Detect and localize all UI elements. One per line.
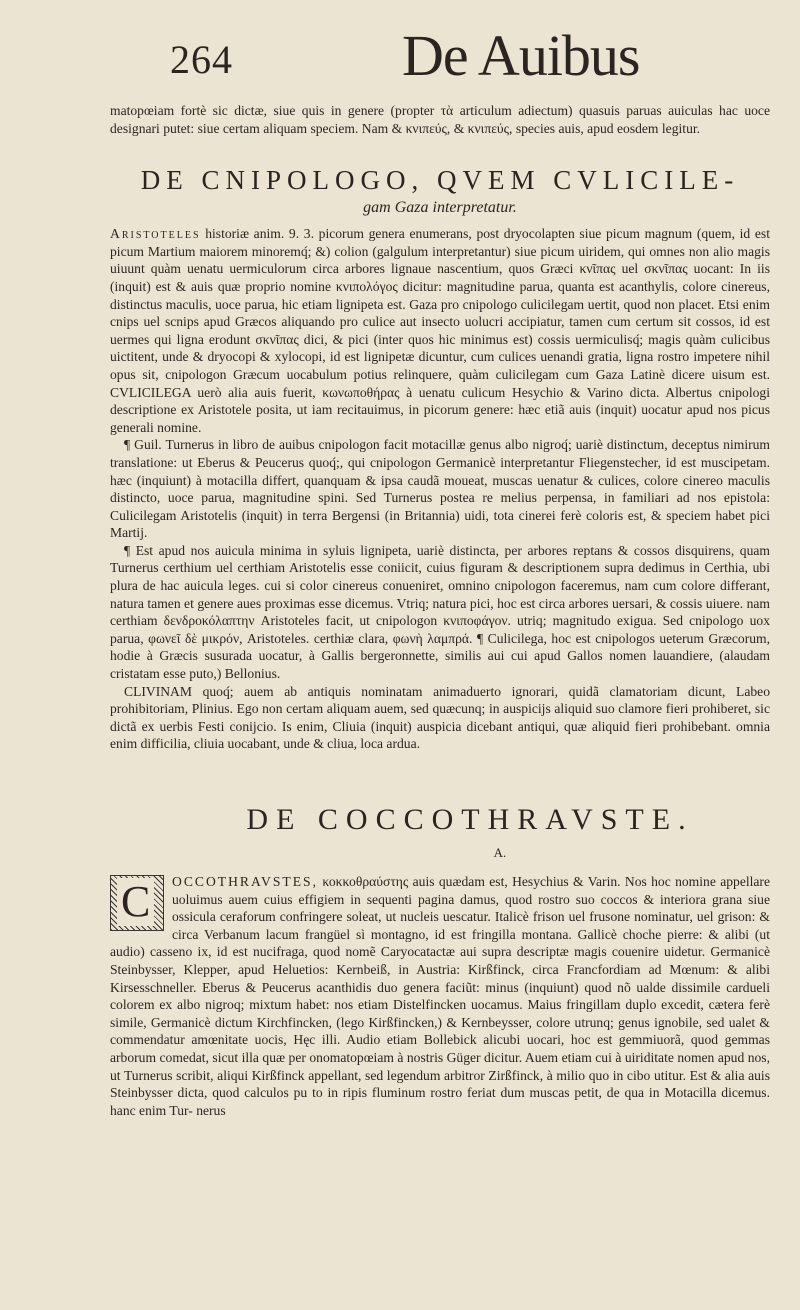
section-letter: A. <box>493 845 507 860</box>
cnipologo-paragraph-3: ¶ Est apud nos auicula minima in syluis lignipeta, uariè distincta, per arbores reptans & cossos disquirens, quam Turnerus certhium uel certhiam Aristotelis esse coniicit, cuius figuram & descriptionem supra dedimus in Certhia, ubi plura de hac auicula leges. cui si color cinereus conueniret, omnino cnipologon faceremus, nam cum colore differant, natura tamen et genere aues proximas esse dicemus. Vtriq; natura pici, hoc est circa arbores uersari, & cossis uiuere. nam certhiam δενδροκόλαπτην Aristoteles facit, ut cnipologon κνιποφάγον. utriq; magnitudo exigua. Sed cnipologo uox parua, φωνεῖ δὲ μικρόν, Aristoteles. certhiæ clara, φωνὴ λαμπρά. ¶ Culicilega, hoc est cnipologos ueterum Græcorum, hodie à Græcis susurada uocatur, à Gallis bergeronnette, similis aui cui apud Gallos nomen lauandiere, (alaudam cristatam esse puto,) Bellonius. <box>110 542 770 682</box>
decorated-initial <box>110 875 164 931</box>
coccothrauste-paragraph-text: κοκκοθραύστης auis quædam est, Hesychius & Varin. Nos hoc nomine appellare uoluimus auem cuius effigiem in sequenti pagina damus, quod rostro suo coccos & interiora grana siue ossicula ceraforum confringere soleat, ut nucleis uescatur. Italicè frison uel frusone nominatur, uel grison: & circa Verbanum lacum frangüel sì montagno, id est fringilla montana. Gallicè choche pierre: & alibi (ut audio) casseno ix, id est nucifraga, quod nomẽ Caryocatactæ aui supra descriptæ magis couenire uidetur. Germanicè Steinbysser, Klepper, apud Heluetios: Kernbeiß, in Austria: Kirßfinck, circa Francfordiam ad Mœnum: & alibi Kirsesschneller. Eberus & Peucerus acanthidis duo genera faciũt: minus (inquiunt) quod nõ ualde dissimile cardueli colorem ex albo nigroq; mixtum habet: nos etiam Distelfincken uocamus. Maius fringillam duplo excedit, cætera ferè simile, Germanicè dictum Kirchfincken, (lego Kirßfincken,) & Kernbeysser, colore utrunq; genus ignobile, sed ualet & commendatur amœnitate uocis, Hęc illi. Audio etiam Bollebick alicubi uocari, hoc est gemmiuorã, quod gemmas arborum comedat, sicut illa quæ per onomatopœiam à nostris Güger dicitur. Auem etiam cui à uiriditate nomen apud nos, ut Turnerus scribit, aliqui Kirßfinck appellant, sed legendum arbitror Zirßfinck, à milio quo in cibo utitur. Est & alia auis Steinbysser dicta, quod calculos pu to in ripis fluminum rostro feriat dum muscas petit, de qua in Motacilla dicemus. hanc enim Tur- nerus <box>110 874 770 1118</box>
lead-word-aristoteles: Aristoteles <box>110 226 201 242</box>
cnipologo-paragraph-1-text: historiæ anim. 9. 3. picorum genera enumerans, post dryocolapten siue picum magnum (quem, id est picum Martium maiorem minoremq́; &) colion (galgulum interpretantur) siue picum uiridem, qui omnes non alio magis uiuunt quàm uenatu uermiculorum circa arbores lignaue nascentium, quos Græci κνῖπας uel σκνῖπας uocant: In iis (inquit) est & auis quæ proprio nomine κνιπολόγος dicitur: magnitudine parua, quanta est acanthylis, colore cinereus, distinctus maculis, uoce parua, hic etiam lignipeta est. Gaza pro cnipologo culicilegam uertit, quod non placet. Etsi enim cnips uel scnips apud Græcos aliquando pro culice aut insecto uolucri accipiatur, tamen cum certum sit cossos, id est uermes qui ligna erodunt σκνῖπας dici, & pici (inter quos hic minimus est) cossis uermiculisq́; magis quàm culicibus uictitent, unde & dryocopi & xylocopi, id est lignipetæ dicuntur, cum culices uenandi gratia, ligna rostro impetere nihil opus sit, cnipologon Græcum uocabulum potius relinquere, quàm culicilegam cum Gaza Latinè dicere uisum est. CVLICILEGA uerò alia auis fuerit, κωνωποθήρας à uenatu culicum Hesychio & Varino dicta. Albertus cnipologi descriptione ex Aristotele posita, ut iam recitauimus, in picorum genere: hæc etiã auis (inquit) uocatur apud nos picus generali nomine. <box>110 226 770 435</box>
cnipologo-paragraph-1 <box>110 225 770 436</box>
page-header <box>110 14 770 88</box>
section-subtitle-cnipologo: gam Gaza interpretatur. <box>363 199 517 217</box>
lead-word-coccothraustes: OCCOTHRAVSTES, <box>172 874 318 889</box>
page-number: 264 <box>170 37 233 82</box>
running-head: De Auibus <box>402 23 640 88</box>
cnipologo-paragraph-2: ¶ Guil. Turnerus in libro de auibus cnipologon facit motacillæ genus albo nigroq́; uariè distinctum, deceptus nimirum translatione: ut Eberus & Peucerus quoq́;, qui cnipologon Germanicè interpretantur Fliegenstecher, id est muscipetam. hæc (inquiunt) à motacilla differt, quanquam & ipsa caudã moueat, muscas uenatur & culices, colore cinereo maculis distincto, uoce parua, magnitudine spini. Sed Turnerus postea re melius perpensa, in familiari ad nos epistola: Culicilegam Aristotelis (inquit) in terra Bergensi (in Britannia) uidi, tota cinerei ferè coloris est, & speciem habet pici Martij. <box>110 437 770 541</box>
decorated-initial-letter: C <box>117 878 154 926</box>
clivina-paragraph: CLIVINAM quoq́; auem ab antiquis nominatam animaduerto ignorari, quidã clamatoriam dicunt, Labeo prohibitoriam, Plinius. Ego non certam aliquam auem, sed quæcunq; in auspicijs aliquid suo clamore fieri prohiberet, sic dictã ex uerbis Festi conijcio. Is enim, Cliuia (inquit) auspicia dicebant antiqui, quæ aliquid fieri prohibebant. omnia enim difficilia, cliuia uocabant, unde & cliua, loca ardua. <box>110 683 770 752</box>
coccothrauste-paragraph <box>110 873 770 1119</box>
intro-paragraph: matopœiam fortè sic dictæ, siue quis in genere (propter τὰ articulum adiectum) quasuis paruas auiculas hac uoce designari putet: siue certam aliquam speciem. Nam & κνιπεύς, & κνιπεύς, species auis, apud eosdem legitur. <box>110 103 770 136</box>
section-title-coccothrauste: DE COCCOTHRAVSTE. <box>246 803 694 836</box>
section-title-cnipologo: DE CNIPOLOGO, QVEM CVLICILE- <box>140 165 740 196</box>
